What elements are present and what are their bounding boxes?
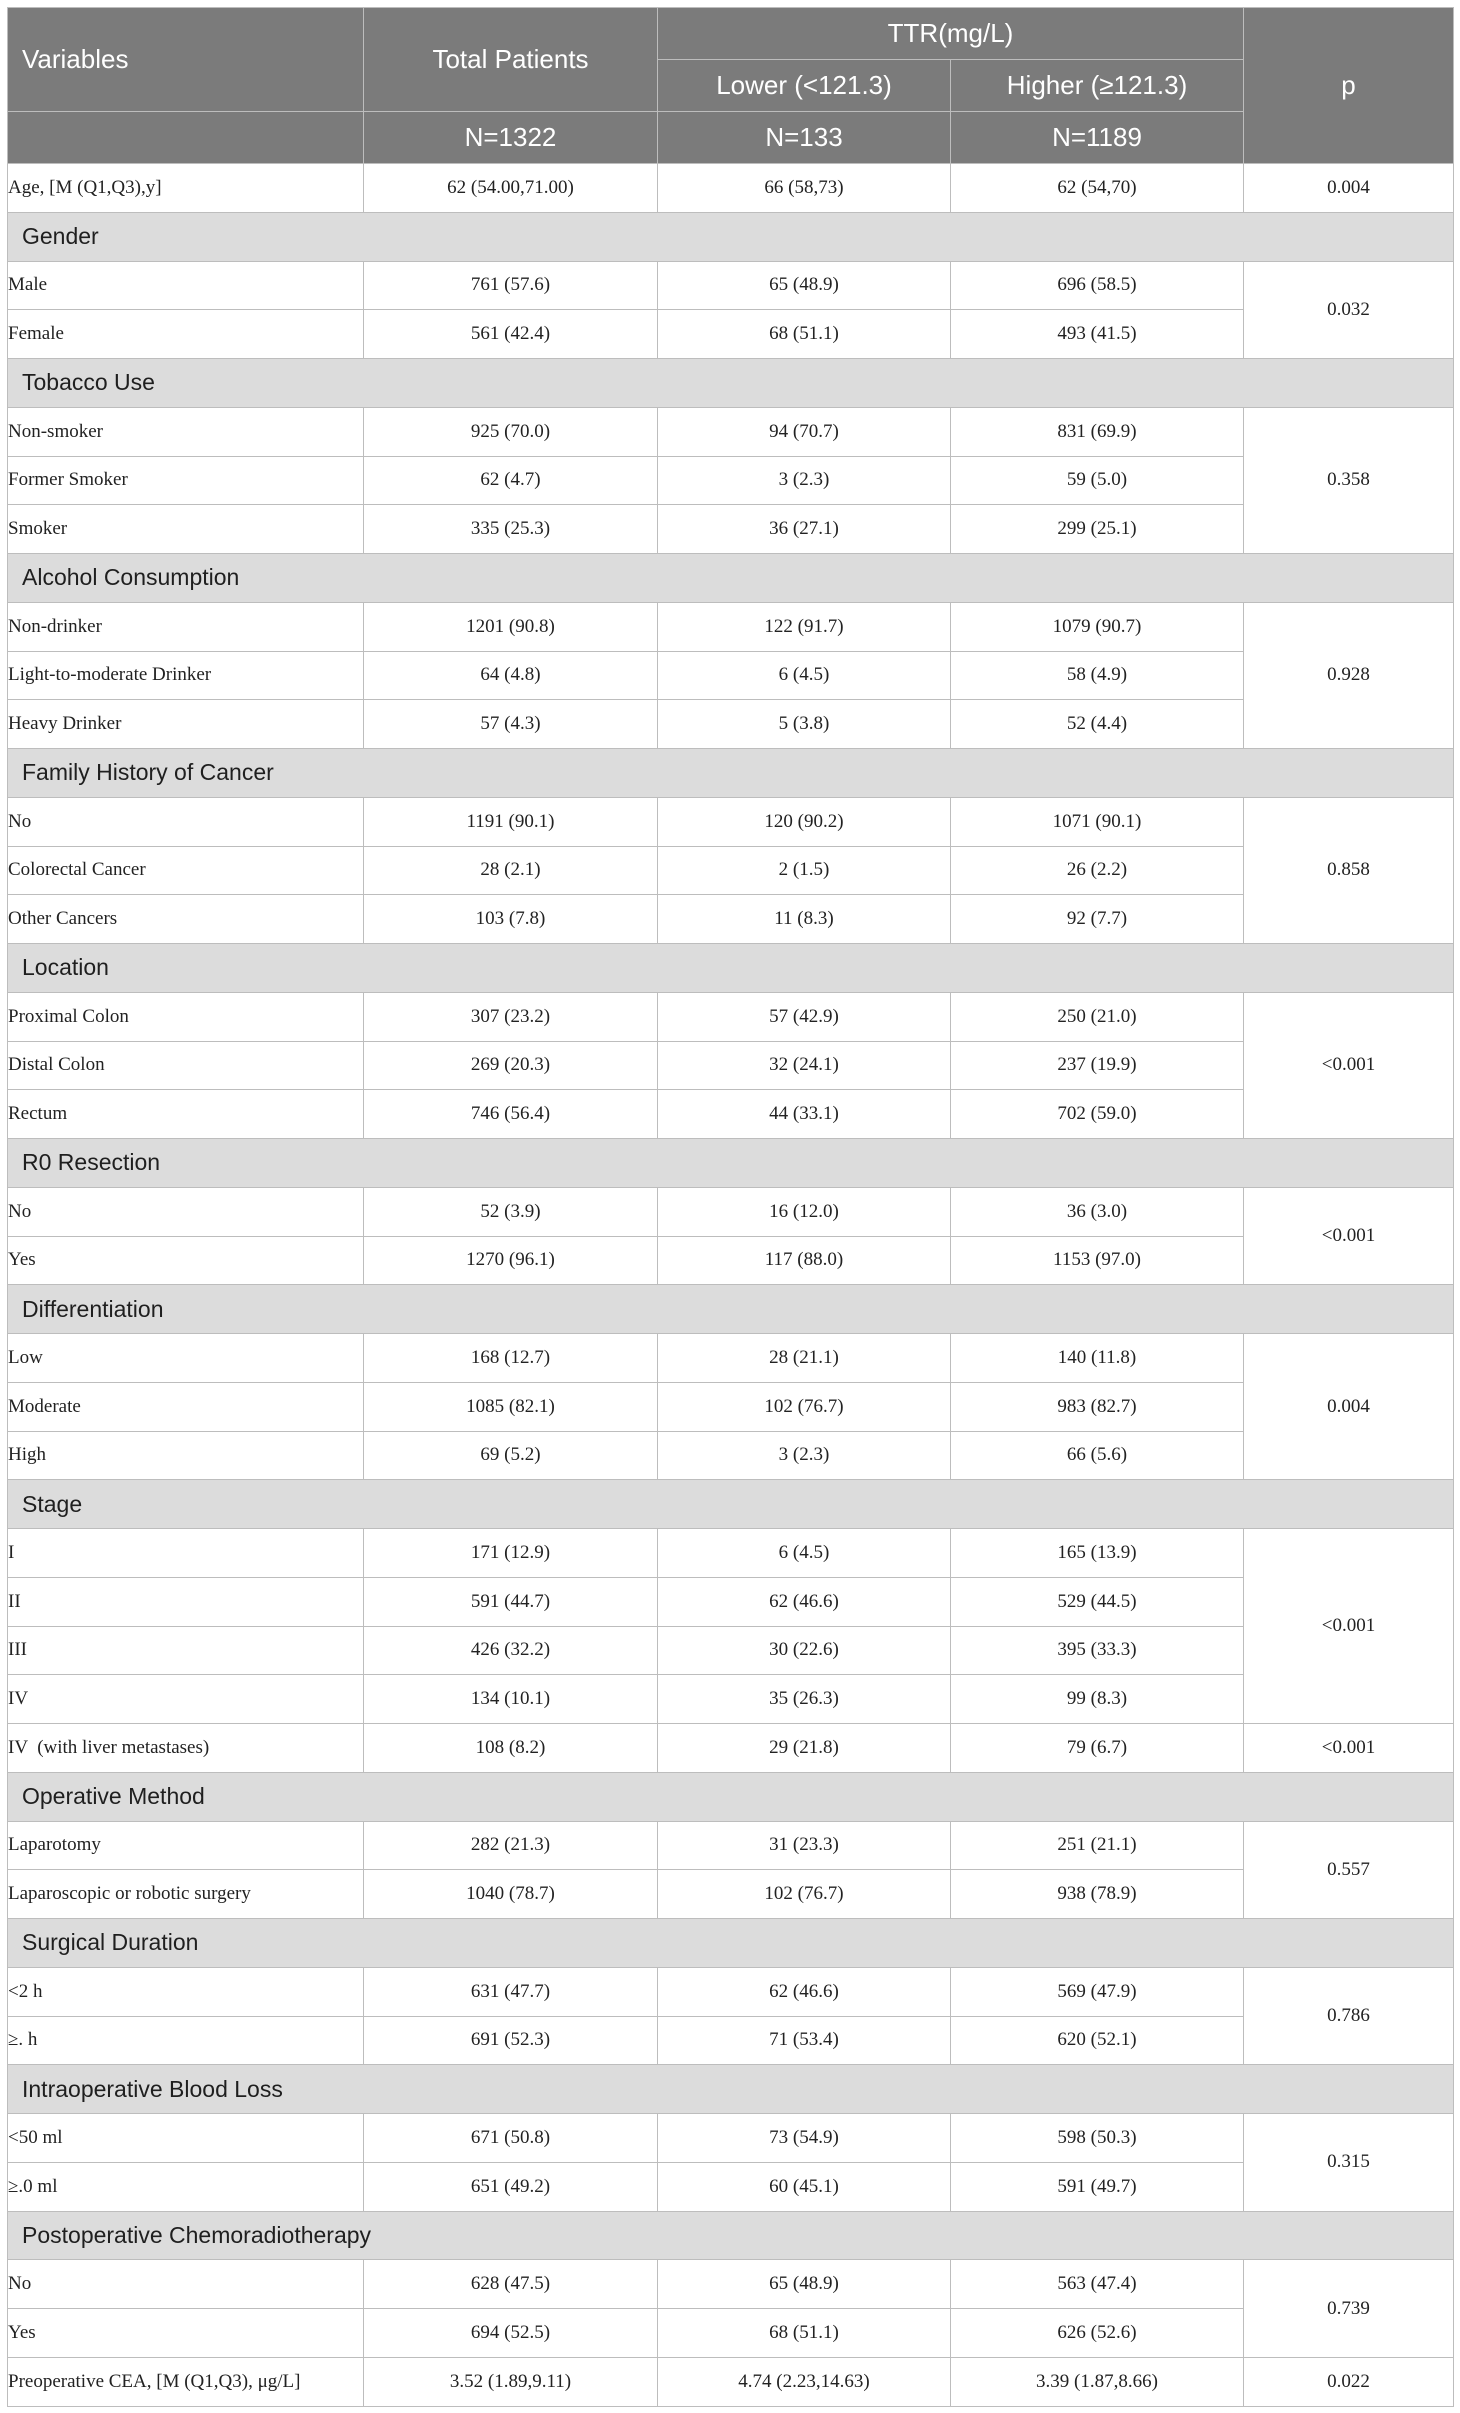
total-cell: 282 (21.3) xyxy=(364,1821,658,1870)
row-label: No xyxy=(8,2260,364,2309)
p-value-cell: 0.786 xyxy=(1244,1967,1454,2065)
lower-cell: 36 (27.1) xyxy=(658,505,951,554)
total-cell: 52 (3.9) xyxy=(364,1187,658,1236)
table-row xyxy=(8,2016,1454,2065)
higher-cell: 591 (49.7) xyxy=(951,2162,1244,2211)
higher-cell: 52 (4.4) xyxy=(951,700,1244,749)
lower-cell: 66 (58,73) xyxy=(658,164,951,213)
lower-cell: 117 (88.0) xyxy=(658,1236,951,1285)
row-label: Yes xyxy=(8,1236,364,1285)
p-value-cell: <0.001 xyxy=(1244,1187,1454,1285)
higher-cell: 563 (47.4) xyxy=(951,2260,1244,2309)
row-label: III xyxy=(8,1626,364,1675)
total-cell: 628 (47.5) xyxy=(364,2260,658,2309)
lower-cell: 68 (51.1) xyxy=(658,310,951,359)
row-label: Other Cancers xyxy=(8,895,364,944)
total-cell: 307 (23.2) xyxy=(364,992,658,1041)
table-row xyxy=(8,1187,1454,1236)
p-value-cell: 0.557 xyxy=(1244,1821,1454,1919)
lower-cell: 94 (70.7) xyxy=(658,407,951,456)
p-value-cell: <0.001 xyxy=(1244,1724,1454,1773)
p-value-cell: 0.032 xyxy=(1244,261,1454,359)
lower-cell: 62 (46.6) xyxy=(658,1967,951,2016)
p-value-cell: 0.004 xyxy=(1244,164,1454,213)
table-row xyxy=(8,505,1454,554)
table-row xyxy=(8,797,1454,846)
p-header: p xyxy=(1244,8,1454,164)
p-value-cell: 0.858 xyxy=(1244,797,1454,943)
section-header-row xyxy=(8,359,1454,408)
table-row xyxy=(8,992,1454,1041)
higher-cell: 251 (21.1) xyxy=(951,1821,1244,1870)
p-value-cell: 0.004 xyxy=(1244,1334,1454,1480)
row-label: Laparoscopic or robotic surgery xyxy=(8,1870,364,1919)
lower-cell: 6 (4.5) xyxy=(658,651,951,700)
higher-cell: 620 (52.1) xyxy=(951,2016,1244,2065)
table-row xyxy=(8,1431,1454,1480)
higher-cell: 26 (2.2) xyxy=(951,846,1244,895)
higher-cell: 3.39 (1.87,8.66) xyxy=(951,2357,1244,2406)
variables-header: Variables xyxy=(8,8,364,112)
table-row xyxy=(8,310,1454,359)
table-row xyxy=(8,2260,1454,2309)
row-label: Heavy Drinker xyxy=(8,700,364,749)
row-label: IV (with liver metastases) xyxy=(8,1724,364,1773)
lower-cell: 73 (54.9) xyxy=(658,2114,951,2163)
n-higher-header: N=1189 xyxy=(951,112,1244,164)
table-row xyxy=(8,407,1454,456)
table-row xyxy=(8,1236,1454,1285)
lower-cell: 30 (22.6) xyxy=(658,1626,951,1675)
lower-cell: 44 (33.1) xyxy=(658,1090,951,1139)
total-cell: 631 (47.7) xyxy=(364,1967,658,2016)
section-title: Alcohol Consumption xyxy=(8,554,1454,603)
higher-cell: 59 (5.0) xyxy=(951,456,1244,505)
lower-cell: 4.74 (2.23,14.63) xyxy=(658,2357,951,2406)
section-title: Differentiation xyxy=(8,1285,1454,1334)
row-label: II xyxy=(8,1577,364,1626)
lower-cell: 5 (3.8) xyxy=(658,700,951,749)
lower-cell: 62 (46.6) xyxy=(658,1577,951,1626)
section-header-row xyxy=(8,554,1454,603)
total-cell: 103 (7.8) xyxy=(364,895,658,944)
row-label: I xyxy=(8,1529,364,1578)
total-cell: 3.52 (1.89,9.11) xyxy=(364,2357,658,2406)
lower-cell: 31 (23.3) xyxy=(658,1821,951,1870)
total-cell: 269 (20.3) xyxy=(364,1041,658,1090)
section-header-row xyxy=(8,2211,1454,2260)
total-cell: 108 (8.2) xyxy=(364,1724,658,1773)
table-row xyxy=(8,1577,1454,1626)
table-row xyxy=(8,846,1454,895)
section-header-row xyxy=(8,749,1454,798)
higher-cell: 702 (59.0) xyxy=(951,1090,1244,1139)
total-cell: 57 (4.3) xyxy=(364,700,658,749)
p-value-cell: <0.001 xyxy=(1244,992,1454,1138)
total-cell: 134 (10.1) xyxy=(364,1675,658,1724)
row-label: ≥.0 ml xyxy=(8,2162,364,2211)
section-header-row xyxy=(8,1919,1454,1968)
lower-cell: 28 (21.1) xyxy=(658,1334,951,1383)
lower-cell: 102 (76.7) xyxy=(658,1382,951,1431)
higher-cell: 831 (69.9) xyxy=(951,407,1244,456)
total-cell: 671 (50.8) xyxy=(364,2114,658,2163)
total-cell: 62 (4.7) xyxy=(364,456,658,505)
table-row xyxy=(8,1626,1454,1675)
higher-cell: 140 (11.8) xyxy=(951,1334,1244,1383)
total-cell: 561 (42.4) xyxy=(364,310,658,359)
section-header-row xyxy=(8,212,1454,261)
table-row xyxy=(8,1529,1454,1578)
section-title: Stage xyxy=(8,1480,1454,1529)
total-cell: 28 (2.1) xyxy=(364,846,658,895)
row-label: No xyxy=(8,1187,364,1236)
higher-cell: 1153 (97.0) xyxy=(951,1236,1244,1285)
higher-cell: 696 (58.5) xyxy=(951,261,1244,310)
row-label: <50 ml xyxy=(8,2114,364,2163)
row-label: Smoker xyxy=(8,505,364,554)
section-header-row xyxy=(8,1139,1454,1188)
table-row xyxy=(8,1090,1454,1139)
total-cell: 691 (52.3) xyxy=(364,2016,658,2065)
row-label: High xyxy=(8,1431,364,1480)
row-label: Light-to-moderate Drinker xyxy=(8,651,364,700)
total-patients-header: Total Patients xyxy=(364,8,658,112)
total-cell: 62 (54.00,71.00) xyxy=(364,164,658,213)
row-label: No xyxy=(8,797,364,846)
p-value-cell: 0.022 xyxy=(1244,2357,1454,2406)
row-label: Non-smoker xyxy=(8,407,364,456)
lower-cell: 120 (90.2) xyxy=(658,797,951,846)
higher-cell: 58 (4.9) xyxy=(951,651,1244,700)
higher-cell: 1079 (90.7) xyxy=(951,602,1244,651)
ttr-header: TTR(mg/L) xyxy=(658,8,1244,60)
higher-cell: 983 (82.7) xyxy=(951,1382,1244,1431)
lower-cell: 65 (48.9) xyxy=(658,261,951,310)
total-cell: 335 (25.3) xyxy=(364,505,658,554)
higher-cell: 529 (44.5) xyxy=(951,1577,1244,1626)
higher-cell: 626 (52.6) xyxy=(951,2309,1244,2358)
higher-cell: 493 (41.5) xyxy=(951,310,1244,359)
total-cell: 761 (57.6) xyxy=(364,261,658,310)
table-row xyxy=(8,2114,1454,2163)
higher-cell: 598 (50.3) xyxy=(951,2114,1244,2163)
total-cell: 1085 (82.1) xyxy=(364,1382,658,1431)
n-total-header: N=1322 xyxy=(364,112,658,164)
higher-cell: 36 (3.0) xyxy=(951,1187,1244,1236)
table-row xyxy=(8,2162,1454,2211)
lower-cell: 65 (48.9) xyxy=(658,2260,951,2309)
table-row xyxy=(8,1821,1454,1870)
total-cell: 171 (12.9) xyxy=(364,1529,658,1578)
lower-cell: 102 (76.7) xyxy=(658,1870,951,1919)
lower-cell: 2 (1.5) xyxy=(658,846,951,895)
lower-cell: 60 (45.1) xyxy=(658,2162,951,2211)
row-label: Preoperative CEA, [M (Q1,Q3), μg/L] xyxy=(8,2357,364,2406)
total-cell: 69 (5.2) xyxy=(364,1431,658,1480)
p-value-cell: 0.358 xyxy=(1244,407,1454,553)
section-title: Location xyxy=(8,944,1454,993)
higher-cell: 79 (6.7) xyxy=(951,1724,1244,1773)
section-title: Gender xyxy=(8,212,1454,261)
lower-cell: 68 (51.1) xyxy=(658,2309,951,2358)
p-value-cell: <0.001 xyxy=(1244,1529,1454,1724)
table-row xyxy=(8,895,1454,944)
higher-cell: 250 (21.0) xyxy=(951,992,1244,1041)
row-label: IV xyxy=(8,1675,364,1724)
row-label: Low xyxy=(8,1334,364,1383)
table-row xyxy=(8,164,1454,213)
total-cell: 1270 (96.1) xyxy=(364,1236,658,1285)
total-cell: 1201 (90.8) xyxy=(364,602,658,651)
total-cell: 1191 (90.1) xyxy=(364,797,658,846)
lower-header: Lower (<121.3) xyxy=(658,60,951,112)
section-title: Tobacco Use xyxy=(8,359,1454,408)
lower-cell: 3 (2.3) xyxy=(658,1431,951,1480)
section-header-row xyxy=(8,944,1454,993)
section-title: Operative Method xyxy=(8,1772,1454,1821)
lower-cell: 35 (26.3) xyxy=(658,1675,951,1724)
table-row xyxy=(8,602,1454,651)
row-label: Distal Colon xyxy=(8,1041,364,1090)
row-label: Non-drinker xyxy=(8,602,364,651)
n-lower-header: N=133 xyxy=(658,112,951,164)
lower-cell: 71 (53.4) xyxy=(658,2016,951,2065)
lower-cell: 16 (12.0) xyxy=(658,1187,951,1236)
p-value-cell: 0.928 xyxy=(1244,602,1454,748)
total-cell: 1040 (78.7) xyxy=(364,1870,658,1919)
higher-cell: 92 (7.7) xyxy=(951,895,1244,944)
section-header-row xyxy=(8,1772,1454,1821)
table-row xyxy=(8,2309,1454,2358)
lower-cell: 57 (42.9) xyxy=(658,992,951,1041)
lower-cell: 122 (91.7) xyxy=(658,602,951,651)
higher-cell: 299 (25.1) xyxy=(951,505,1244,554)
table-row xyxy=(8,1041,1454,1090)
row-label: Female xyxy=(8,310,364,359)
row-label: Age, [M (Q1,Q3),y] xyxy=(8,164,364,213)
header-blank-cell xyxy=(8,112,364,164)
row-label: Rectum xyxy=(8,1090,364,1139)
row-label: Proximal Colon xyxy=(8,992,364,1041)
higher-cell: 938 (78.9) xyxy=(951,1870,1244,1919)
table-row xyxy=(8,1967,1454,2016)
higher-cell: 395 (33.3) xyxy=(951,1626,1244,1675)
higher-cell: 237 (19.9) xyxy=(951,1041,1244,1090)
lower-cell: 11 (8.3) xyxy=(658,895,951,944)
table-row xyxy=(8,1870,1454,1919)
row-label: Male xyxy=(8,261,364,310)
table-row xyxy=(8,261,1454,310)
p-value-cell: 0.739 xyxy=(1244,2260,1454,2358)
section-header-row xyxy=(8,1480,1454,1529)
table-row xyxy=(8,2357,1454,2406)
row-label: Laparotomy xyxy=(8,1821,364,1870)
total-cell: 168 (12.7) xyxy=(364,1334,658,1383)
total-cell: 746 (56.4) xyxy=(364,1090,658,1139)
section-header-row xyxy=(8,2065,1454,2114)
higher-cell: 1071 (90.1) xyxy=(951,797,1244,846)
table-row xyxy=(8,651,1454,700)
row-label: Former Smoker xyxy=(8,456,364,505)
p-value-cell: 0.315 xyxy=(1244,2114,1454,2212)
row-label: Colorectal Cancer xyxy=(8,846,364,895)
higher-header: Higher (≥121.3) xyxy=(951,60,1244,112)
higher-cell: 99 (8.3) xyxy=(951,1675,1244,1724)
total-cell: 64 (4.8) xyxy=(364,651,658,700)
lower-cell: 3 (2.3) xyxy=(658,456,951,505)
lower-cell: 29 (21.8) xyxy=(658,1724,951,1773)
table-row xyxy=(8,1382,1454,1431)
section-title: Intraoperative Blood Loss xyxy=(8,2065,1454,2114)
higher-cell: 62 (54,70) xyxy=(951,164,1244,213)
total-cell: 694 (52.5) xyxy=(364,2309,658,2358)
total-cell: 651 (49.2) xyxy=(364,2162,658,2211)
row-label: Yes xyxy=(8,2309,364,2358)
section-title: Surgical Duration xyxy=(8,1919,1454,1968)
row-label: ≥. h xyxy=(8,2016,364,2065)
higher-cell: 569 (47.9) xyxy=(951,1967,1244,2016)
baseline-characteristics-table xyxy=(7,7,1454,2407)
table-row xyxy=(8,1334,1454,1383)
section-title: Family History of Cancer xyxy=(8,749,1454,798)
table-row xyxy=(8,700,1454,749)
section-title: Postoperative Chemoradiotherapy xyxy=(8,2211,1454,2260)
table-row xyxy=(8,1724,1454,1773)
total-cell: 925 (70.0) xyxy=(364,407,658,456)
table-row xyxy=(8,1675,1454,1724)
lower-cell: 32 (24.1) xyxy=(658,1041,951,1090)
row-label: <2 h xyxy=(8,1967,364,2016)
total-cell: 591 (44.7) xyxy=(364,1577,658,1626)
section-title: R0 Resection xyxy=(8,1139,1454,1188)
higher-cell: 165 (13.9) xyxy=(951,1529,1244,1578)
higher-cell: 66 (5.6) xyxy=(951,1431,1244,1480)
table-row xyxy=(8,456,1454,505)
row-label: Moderate xyxy=(8,1382,364,1431)
lower-cell: 6 (4.5) xyxy=(658,1529,951,1578)
section-header-row xyxy=(8,1285,1454,1334)
total-cell: 426 (32.2) xyxy=(364,1626,658,1675)
